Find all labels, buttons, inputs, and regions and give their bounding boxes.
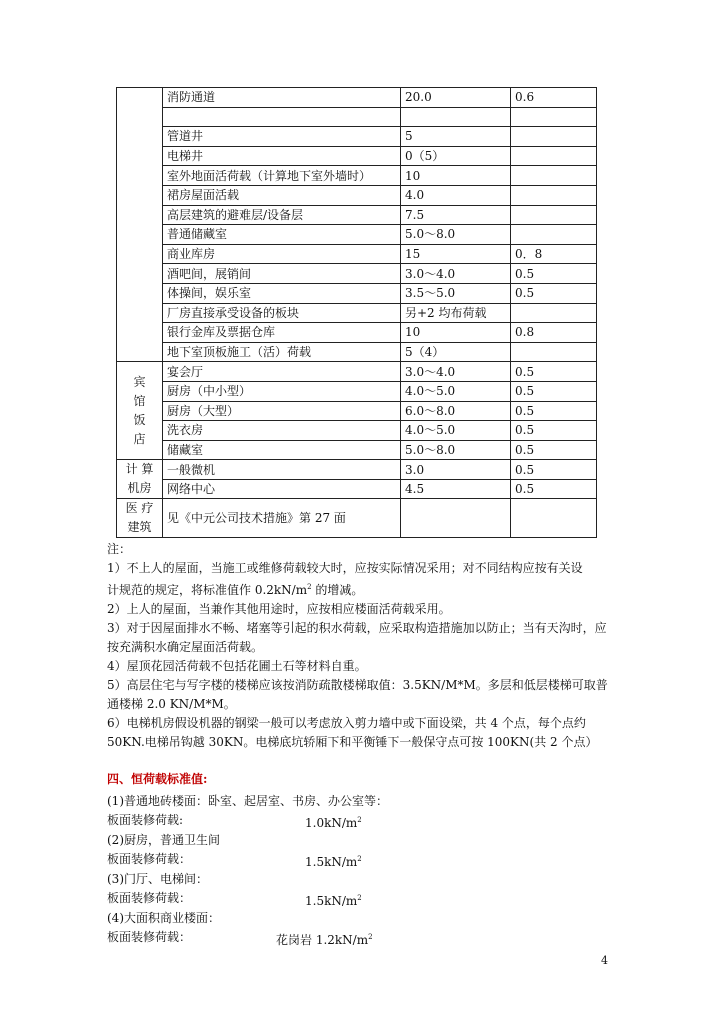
table-row: [117, 264, 597, 284]
item-2-row: [107, 850, 617, 870]
table-row: [117, 323, 597, 343]
item-value: 3.0: [401, 460, 511, 480]
page-number: 4: [601, 954, 608, 967]
item-value: 5: [401, 127, 511, 147]
section-heading: 四、恒荷载标准值:: [107, 772, 208, 786]
dead-load-section: [107, 770, 617, 948]
table-row: [117, 499, 597, 538]
group-computer: [117, 460, 163, 499]
item-name: 洗衣房: [163, 421, 401, 441]
item-1-row: [107, 811, 617, 831]
item-3-value: $1.5kN/m^2$: [305, 894, 362, 908]
table-row: [117, 303, 597, 323]
item-factor: 0.5: [511, 479, 597, 499]
item-1-title: (1)普通地砖楼面：卧室、起居室、书房、办公室等：: [107, 793, 389, 808]
item-value: 4.0～5.0: [401, 381, 511, 401]
table-row: [117, 401, 597, 421]
table-row: [117, 362, 597, 382]
group-hotel-char: 饭: [133, 412, 146, 427]
item-factor: 0.5: [511, 283, 597, 303]
item-value: 另+2 均布荷载: [401, 303, 511, 323]
table-row: [117, 460, 597, 480]
group-hotel-char: 店: [133, 431, 146, 446]
note-5: 5）高层住宅与写字楼的楼梯应该按消防疏散楼梯取值：3.5KN/M*M。多层和低层楼梯可取普通楼梯 2.0 KN/M*M。: [107, 678, 608, 711]
item-factor: [511, 166, 597, 186]
group-hotel-char: 宾: [133, 374, 146, 389]
item-factor: 0.5: [511, 381, 597, 401]
item-4-value: 花岗岩 $1.2kN/m^2$: [276, 933, 373, 947]
table-row: [117, 146, 597, 166]
item-factor: [511, 499, 597, 538]
item-value: [401, 107, 511, 127]
table-row: [117, 107, 597, 127]
table-row: [117, 381, 597, 401]
note-1: 1）不上人的屋面，当施工或维修荷载较大时，应按实际情况采用；对不同结构应按有关设 计规范的规定，将标准值作 $0.2kN/m^2$ 的增减。: [107, 561, 583, 597]
item-factor: [511, 146, 597, 166]
item-factor: 0.5: [511, 401, 597, 421]
group-medical-char: 建筑: [127, 520, 152, 535]
item-value: 4.0～5.0: [401, 421, 511, 441]
note-3: 3）对于因屋面排水不畅、堵塞等引起的积水荷载，应采取构造措施加以防止；当有天沟时，应按充满积水确定屋面活荷载。: [107, 621, 607, 654]
item-factor: [511, 303, 597, 323]
table-row: [117, 283, 597, 303]
table-row: [117, 185, 597, 205]
table-row: [117, 225, 597, 245]
item-factor: [511, 185, 597, 205]
item-name: 地下室顶板施工（活）荷载: [163, 342, 401, 362]
item-value: 4.5: [401, 479, 511, 499]
table-row: [117, 127, 597, 147]
item-2-value: $1.5kN/m^2$: [305, 855, 362, 869]
item-name: 裙房屋面活载: [163, 185, 401, 205]
item-value: 5（4）: [401, 342, 511, 362]
item-name: 酒吧间，展销间: [163, 264, 401, 284]
item-name: 厨房（大型）: [163, 401, 401, 421]
item-2-label: 板面装修荷载：: [107, 852, 192, 866]
item-name: 体操间，娱乐室: [163, 283, 401, 303]
item-factor: [511, 342, 597, 362]
table-row: [117, 342, 597, 362]
item-value: 6.0～8.0: [401, 401, 511, 421]
item-value: 3.0～4.0: [401, 264, 511, 284]
item-name: 银行金库及票据仓库: [163, 323, 401, 343]
item-value: 3.5～5.0: [401, 283, 511, 303]
item-3-title: (3)门厅、电梯间：: [107, 871, 208, 886]
item-value: 4.0: [401, 185, 511, 205]
item-name: 网络中心: [163, 479, 401, 499]
note-6: 6）电梯机房假设机器的钢梁一般可以考虑放入剪力墙中或下面设梁，共 4 个点，每个点约 50KN.电梯吊钩越 30KN。电梯底坑轿厢下和平衡锤下一般保守点可按 100KN(共 2 个点）: [107, 716, 598, 749]
item-name: 储藏室: [163, 440, 401, 460]
item-1-value: $1.0kN/m^2$: [305, 816, 362, 830]
item-name: 电梯井: [163, 146, 401, 166]
item-name: 宴会厅: [163, 362, 401, 382]
item-name: 高层建筑的避难层/设备层: [163, 205, 401, 225]
item-4-title: (4)大面积商业楼面：: [107, 910, 220, 925]
load-table: [116, 87, 597, 538]
table-row: [117, 479, 597, 499]
item-factor: 0.8: [511, 323, 597, 343]
group-computer-char: 计 算: [125, 462, 154, 477]
item-name: 室外地面活荷载（计算地下室外墙时）: [163, 166, 401, 186]
item-factor: 0.5: [511, 440, 597, 460]
group-medical-char: 医 疗: [125, 501, 154, 516]
item-3-label: 板面装修荷载：: [107, 891, 192, 905]
item-name: 一般微机: [163, 460, 401, 480]
notes-title: 注：: [107, 542, 132, 556]
item-name: 消防通道: [163, 88, 401, 108]
item-factor: 0.5: [511, 421, 597, 441]
group-medical: [117, 499, 163, 538]
item-name: 见《中元公司技术措施》第 27 面: [163, 499, 401, 538]
item-value: 5.0～8.0: [401, 225, 511, 245]
note-4: 4）屋顶花园活荷载不包括花圃土石等材料自重。: [107, 659, 367, 673]
table-row: [117, 440, 597, 460]
item-factor: [511, 205, 597, 225]
item-value: 0（5）: [401, 146, 511, 166]
note-2: 2）上人的屋面，当兼作其他用途时，应按相应楼面活荷载采用。: [107, 602, 451, 616]
item-value: 5.0～8.0: [401, 440, 511, 460]
item-factor: [511, 107, 597, 127]
item-factor: [511, 127, 597, 147]
item-value: 10: [401, 323, 511, 343]
item-3-row: [107, 889, 617, 909]
item-factor: 0.5: [511, 460, 597, 480]
item-value: 20.0: [401, 88, 511, 108]
item-value: 15: [401, 244, 511, 264]
item-factor: 0.5: [511, 264, 597, 284]
item-2-title: (2)厨房，普通卫生间: [107, 832, 220, 847]
item-value: 7.5: [401, 205, 511, 225]
item-name: 厂房直接承受设备的板块: [163, 303, 401, 323]
item-factor: 0．8: [511, 244, 597, 264]
notes-block: [107, 540, 617, 752]
item-1-label: 板面装修荷载:: [107, 813, 184, 827]
table-row: [117, 166, 597, 186]
group-hotel: [117, 362, 163, 460]
group-cell-blank: [117, 88, 163, 362]
group-hotel-char: 馆: [133, 393, 146, 408]
item-name: 普通储藏室: [163, 225, 401, 245]
table-row: [117, 205, 597, 225]
item-factor: 0.5: [511, 362, 597, 382]
item-name: [163, 107, 401, 127]
item-factor: 0.6: [511, 88, 597, 108]
item-4-label: 板面装修荷载：: [107, 930, 192, 944]
item-value: 10: [401, 166, 511, 186]
table-row: [117, 88, 597, 108]
item-factor: [511, 225, 597, 245]
item-value: [401, 499, 511, 538]
group-computer-char: 机房: [127, 481, 152, 496]
item-4-row: [107, 928, 617, 948]
item-value: 3.0～4.0: [401, 362, 511, 382]
item-name: 厨房（中小型）: [163, 381, 401, 401]
item-name: 管道井: [163, 127, 401, 147]
table-row: [117, 244, 597, 264]
table-row: [117, 421, 597, 441]
item-name: 商业库房: [163, 244, 401, 264]
